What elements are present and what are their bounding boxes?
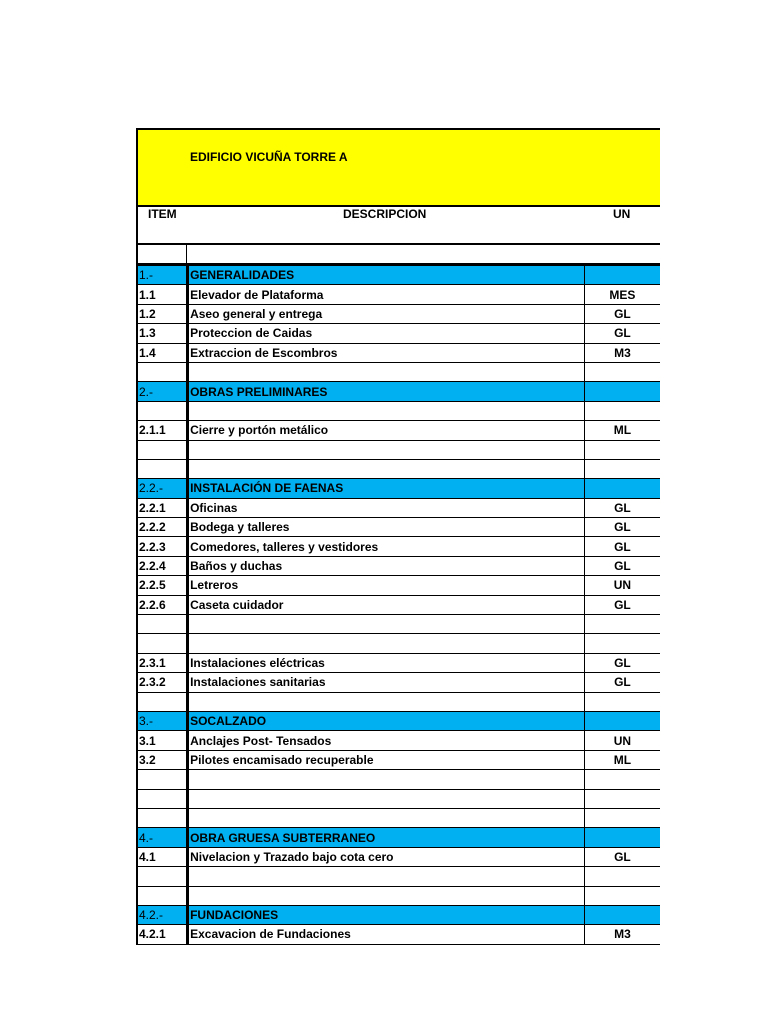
cell-description: INSTALACIÓN DE FAENAS (188, 479, 585, 498)
cell-description: Caseta cuidador (188, 595, 585, 614)
cell-item: 2.2.5 (137, 576, 188, 595)
table-row (137, 576, 660, 595)
cell-unit: M3 (584, 343, 660, 362)
table-row (137, 304, 660, 323)
budget-sheet (136, 128, 660, 945)
cell-item: 1.- (137, 265, 188, 285)
cell-description: Letreros (188, 576, 585, 595)
cell-description: GENERALIDADES (188, 265, 585, 285)
cell-description: OBRA GRUESA SUBTERRANEO (188, 828, 585, 847)
cell-item (137, 692, 188, 711)
cell-description: Aseo general y entrega (188, 304, 585, 323)
cell-description: Comedores, talleres y vestidores (188, 537, 585, 556)
cell-description: Elevador de Plataforma (188, 285, 585, 304)
cell-unit (584, 692, 660, 711)
cell-item: 2.- (137, 382, 188, 401)
cell-unit: ML (584, 421, 660, 440)
table-row (137, 770, 660, 789)
cell-unit: ML (584, 750, 660, 769)
cell-unit (584, 828, 660, 847)
cell-item: 2.3.2 (137, 673, 188, 692)
cell-item (137, 770, 188, 789)
cell-item: 2.2.2 (137, 518, 188, 537)
cell-unit: GL (584, 847, 660, 866)
cell-unit: UN (584, 731, 660, 750)
table-row (137, 692, 660, 711)
cell-item (137, 615, 188, 634)
cell-item: 3.2 (137, 750, 188, 769)
cell-unit (584, 459, 660, 478)
cell-item: 1.4 (137, 343, 188, 362)
cell-description (188, 362, 585, 381)
cell-unit: GL (584, 673, 660, 692)
cell-unit: GL (584, 653, 660, 672)
table-row (137, 440, 660, 459)
table-row (137, 886, 660, 905)
cell-item: 2.2.6 (137, 595, 188, 614)
cell-description: SOCALZADO (188, 711, 585, 730)
project-title: EDIFICIO VICUÑA TORRE A (190, 150, 348, 164)
cell-item (137, 886, 188, 905)
cell-description: Anclajes Post- Tensados (188, 731, 585, 750)
table-row (137, 537, 660, 556)
cell-description (188, 808, 585, 827)
cell-unit (584, 362, 660, 381)
header-spacer (136, 245, 660, 263)
cell-unit (584, 789, 660, 808)
table-row (137, 847, 660, 866)
cell-item (137, 459, 188, 478)
table-row (137, 518, 660, 537)
table-row (137, 285, 660, 304)
cell-unit: GL (584, 498, 660, 517)
cell-item: 1.1 (137, 285, 188, 304)
table-row (137, 731, 660, 750)
section-row (137, 382, 660, 401)
cell-item: 3.- (137, 711, 188, 730)
column-headers (136, 207, 660, 245)
table-row (137, 808, 660, 827)
cell-unit (584, 265, 660, 285)
cell-description: Proteccion de Caidas (188, 324, 585, 343)
cell-unit: MES (584, 285, 660, 304)
project-header (136, 128, 660, 207)
cell-item: 4.2.- (137, 905, 188, 924)
cell-item (137, 362, 188, 381)
cell-description: OBRAS PRELIMINARES (188, 382, 585, 401)
cell-unit (584, 440, 660, 459)
section-row (137, 479, 660, 498)
cell-unit (584, 401, 660, 420)
cell-item: 4.2.1 (137, 925, 188, 944)
cell-item: 2.2.4 (137, 556, 188, 575)
cell-unit (584, 634, 660, 653)
section-row (137, 828, 660, 847)
cell-unit (584, 711, 660, 730)
column-header-descripcion: DESCRIPCION (343, 207, 427, 221)
column-header-item: ITEM (148, 207, 177, 221)
cell-unit (584, 615, 660, 634)
cell-description (188, 692, 585, 711)
cell-unit: GL (584, 324, 660, 343)
cell-unit (584, 382, 660, 401)
table-row (137, 867, 660, 886)
table-row (137, 634, 660, 653)
cell-unit: GL (584, 537, 660, 556)
cell-description (188, 440, 585, 459)
cell-item (137, 789, 188, 808)
table-row (137, 498, 660, 517)
cell-item (137, 634, 188, 653)
section-row (137, 905, 660, 924)
cell-description: Extraccion de Escombros (188, 343, 585, 362)
cell-item: 2.2.3 (137, 537, 188, 556)
cell-description (188, 401, 585, 420)
table-row (137, 789, 660, 808)
cell-item: 1.2 (137, 304, 188, 323)
cell-description: Oficinas (188, 498, 585, 517)
cell-unit (584, 886, 660, 905)
section-row (137, 265, 660, 285)
cell-item: 2.3.1 (137, 653, 188, 672)
table-row (137, 362, 660, 381)
cell-item: 4.- (137, 828, 188, 847)
budget-table (136, 263, 660, 945)
cell-item: 4.1 (137, 847, 188, 866)
table-row (137, 401, 660, 420)
table-row (137, 653, 660, 672)
cell-unit (584, 808, 660, 827)
cell-unit: UN (584, 576, 660, 595)
cell-item: 2.1.1 (137, 421, 188, 440)
cell-description: FUNDACIONES (188, 905, 585, 924)
cell-unit (584, 867, 660, 886)
cell-description: Excavacion de Fundaciones (188, 925, 585, 944)
cell-description: Bodega y talleres (188, 518, 585, 537)
cell-item: 2.2.- (137, 479, 188, 498)
table-row (137, 595, 660, 614)
cell-item: 3.1 (137, 731, 188, 750)
table-row (137, 459, 660, 478)
table-row (137, 925, 660, 944)
cell-description (188, 789, 585, 808)
cell-item (137, 808, 188, 827)
table-row (137, 556, 660, 575)
column-header-un: UN (613, 207, 631, 221)
cell-unit: GL (584, 304, 660, 323)
cell-description (188, 770, 585, 789)
cell-description (188, 459, 585, 478)
cell-description (188, 886, 585, 905)
cell-description: Instalaciones sanitarias (188, 673, 585, 692)
table-row (137, 615, 660, 634)
cell-unit: M3 (584, 925, 660, 944)
table-row (137, 673, 660, 692)
cell-unit: GL (584, 556, 660, 575)
cell-unit: GL (584, 595, 660, 614)
cell-item: 1.3 (137, 324, 188, 343)
cell-item: 2.2.1 (137, 498, 188, 517)
table-row (137, 343, 660, 362)
cell-item (137, 440, 188, 459)
section-row (137, 711, 660, 730)
cell-description (188, 634, 585, 653)
cell-description (188, 615, 585, 634)
cell-description: Baños y duchas (188, 556, 585, 575)
cell-description (188, 867, 585, 886)
cell-unit (584, 905, 660, 924)
cell-unit: GL (584, 518, 660, 537)
cell-description: Pilotes encamisado recuperable (188, 750, 585, 769)
cell-description: Nivelacion y Trazado bajo cota cero (188, 847, 585, 866)
cell-description: Cierre y portón metálico (188, 421, 585, 440)
cell-item (137, 401, 188, 420)
table-row (137, 324, 660, 343)
cell-description: Instalaciones eléctricas (188, 653, 585, 672)
table-row (137, 750, 660, 769)
cell-item (137, 867, 188, 886)
table-row (137, 421, 660, 440)
cell-unit (584, 479, 660, 498)
cell-unit (584, 770, 660, 789)
